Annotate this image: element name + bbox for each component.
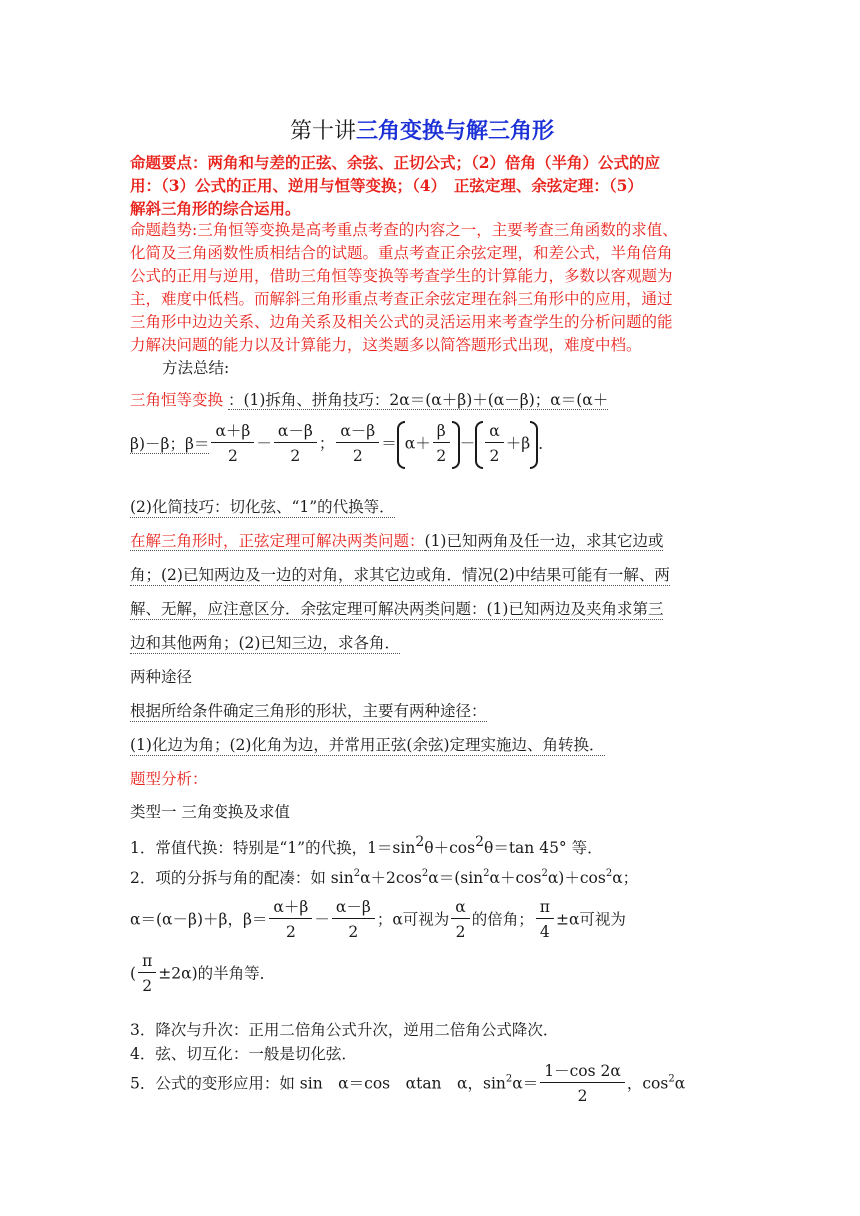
page-title bbox=[290, 114, 554, 145]
item-text: θ＝tan 45° 等． bbox=[484, 839, 603, 857]
fraction bbox=[269, 896, 312, 945]
key-points bbox=[130, 151, 730, 220]
operator: － bbox=[459, 434, 476, 453]
key-point-line: 解斜三角形的综合运用。 bbox=[130, 199, 301, 218]
item-text: ，cos bbox=[626, 1074, 669, 1093]
item-text: ±2α)的半角等． bbox=[158, 964, 276, 983]
exponent: 2 bbox=[475, 834, 484, 850]
exponent: 2 bbox=[483, 868, 490, 879]
numerator: α＋β bbox=[269, 896, 312, 919]
denominator: 2 bbox=[142, 977, 153, 995]
item-text: α)＋cos bbox=[547, 869, 606, 887]
item-text: α bbox=[674, 1074, 686, 1093]
exponent: 2 bbox=[605, 868, 613, 879]
triangle-line-1 bbox=[130, 529, 663, 551]
item-2-line-3 bbox=[130, 950, 275, 999]
fraction bbox=[138, 950, 156, 999]
trend-line: 命题趋势:三角恒等变换是高考重点考查的内容之一，主要考查三角函数的求值、 bbox=[130, 221, 678, 239]
title-prefix: 第十讲 bbox=[290, 119, 357, 144]
identity-line-1 bbox=[130, 388, 608, 410]
item-text: 的倍角； bbox=[471, 910, 534, 929]
denominator: 2 bbox=[352, 447, 363, 465]
item-5 bbox=[130, 1060, 685, 1109]
item-4: 4．弦、切互化：一般是切化弦． bbox=[130, 1045, 357, 1063]
item-text: α； bbox=[612, 869, 639, 887]
identity-text: α＋ bbox=[404, 434, 431, 453]
numerator: α bbox=[451, 896, 469, 919]
left-bracket bbox=[397, 421, 405, 469]
numerator: α－β bbox=[332, 896, 375, 919]
fraction bbox=[540, 1060, 625, 1109]
trend-line: 化简及三角函数性质相结合的试题。重点考查正余弦定理，和差公式，半角倍角 bbox=[130, 244, 673, 262]
operator: － bbox=[256, 434, 272, 453]
trend-paragraph bbox=[130, 219, 730, 357]
denominator: 2 bbox=[227, 447, 238, 465]
right-bracket bbox=[530, 421, 538, 469]
numerator: π bbox=[536, 896, 554, 919]
numerator: α＋β bbox=[211, 420, 254, 443]
item-1 bbox=[130, 834, 603, 858]
exponent: 2 bbox=[415, 834, 425, 850]
identity-text: ＋β bbox=[505, 434, 531, 453]
operator: ； bbox=[318, 434, 335, 453]
item-text: 2．项的分拆与角的配凑：如 sin bbox=[130, 869, 354, 887]
triangle-line-3: 解、无解，应注意区分．余弦定理可解决两类问题：(1)已知两边及夹角求第三 bbox=[130, 597, 663, 620]
fraction bbox=[485, 420, 503, 469]
type1-heading: 类型一 三角变换及求值 bbox=[130, 803, 290, 821]
denominator: 2 bbox=[577, 1087, 588, 1105]
item-text: θ＋cos bbox=[424, 839, 476, 857]
item-text: α＝ bbox=[512, 1074, 539, 1093]
numerator: π bbox=[138, 950, 156, 973]
key-point-line: 命题要点：两角和与差的正弦、余弦、正切公式；（2）倍角（半角）公式的应 bbox=[130, 153, 661, 172]
numerator: β bbox=[433, 420, 450, 443]
operator: － bbox=[314, 910, 330, 929]
fraction bbox=[433, 420, 450, 469]
two-ways-heading: 两种途径 bbox=[130, 668, 193, 686]
fraction bbox=[332, 896, 375, 945]
fraction bbox=[451, 896, 469, 945]
exponent: 2 bbox=[668, 1073, 675, 1085]
triangle-line-2: 角；(2)已知两边及一边的对角，求其它边或角．情况(2)中结果可能有一解、两 bbox=[130, 563, 670, 586]
identity-label: 三角恒等变换 bbox=[130, 391, 224, 409]
item-text: α＋cos bbox=[489, 869, 542, 887]
item-text: 1．常值代换：特别是“1”的代换，1＝sin bbox=[130, 839, 416, 857]
triangle-red-text: 在解三角形时，正弦定理可解决两类问题： bbox=[130, 532, 425, 550]
trend-line: 三角形中边边关系、边角关系及相关公式的灵活运用来考查学生的分析问题的能 bbox=[130, 313, 673, 331]
denominator: 2 bbox=[290, 447, 301, 465]
identity-line-2 bbox=[130, 420, 554, 469]
fraction bbox=[536, 896, 554, 945]
exponent: 2 bbox=[505, 1073, 513, 1085]
numerator: α－β bbox=[274, 420, 317, 443]
numerator: α－β bbox=[336, 420, 379, 443]
item-text: α＝(sin bbox=[428, 869, 484, 887]
numerator: α bbox=[485, 420, 503, 443]
trend-line: 力解决问题的能力以及计算能力，这类题多以简答题形式出现，难度中档。 bbox=[130, 336, 642, 354]
right-bracket bbox=[452, 421, 460, 469]
trend-line: 公式的正用与逆用，借助三角恒等变换等考查学生的计算能力，多数以客观题为 bbox=[130, 267, 673, 285]
item-text: α＝(α－β)＋β，β＝ bbox=[130, 910, 268, 929]
triangle-text: (1)已知两角及任一边，求其它边或 bbox=[424, 532, 664, 550]
denominator: 2 bbox=[436, 447, 447, 465]
item-text: α＋2cos bbox=[360, 869, 422, 887]
two-ways-line-2: (1)化边为角；(2)化角为边，并常用正弦(余弦)定理实施边、角转换． bbox=[130, 733, 605, 756]
denominator: 2 bbox=[285, 923, 296, 941]
denominator: 4 bbox=[539, 923, 550, 941]
item-text: ( bbox=[130, 964, 137, 983]
exponent: 2 bbox=[421, 868, 429, 879]
item-text: ±α可视为 bbox=[555, 910, 626, 929]
numerator: 1－cos 2α bbox=[540, 1060, 625, 1083]
item-2 bbox=[130, 866, 638, 888]
identity-text: ． bbox=[538, 434, 554, 453]
operator: ＝ bbox=[381, 434, 397, 453]
title-main: 三角变换与解三角形 bbox=[356, 118, 555, 144]
identity-text: ：(1)拆角、拼角技巧：2α＝(α＋β)＋(α－β)；α＝(α＋ bbox=[227, 391, 609, 409]
fraction bbox=[274, 420, 317, 469]
analysis-heading: 题型分析： bbox=[130, 770, 208, 788]
two-ways-line-1: 根据所给条件确定三角形的形状，主要有两种途径： bbox=[130, 699, 487, 722]
left-bracket bbox=[475, 421, 483, 469]
triangle-line-4: 边和其他两角；(2)已知三边，求各角． bbox=[130, 631, 400, 654]
key-point-line: 用：（3）公式的正用、逆用与恒等变换；（4） 正弦定理、余弦定理：（5） bbox=[130, 176, 643, 195]
fraction bbox=[336, 420, 379, 469]
identity-text: β)－β；β＝ bbox=[130, 434, 210, 453]
method-summary: 方法总结: bbox=[162, 359, 230, 377]
denominator: 2 bbox=[348, 923, 359, 941]
denominator: 2 bbox=[489, 447, 500, 465]
fraction bbox=[211, 420, 254, 469]
identity-line-3: (2)化简技巧：切化弦、“1”的代换等． bbox=[130, 495, 395, 518]
item-3: 3．降次与升次：正用二倍角公式升次，逆用二倍角公式降次． bbox=[130, 1021, 559, 1039]
item-text: 5．公式的变形应用：如 sin α＝cos αtan α，sin bbox=[130, 1074, 506, 1093]
item-2-line-2 bbox=[130, 896, 626, 945]
trend-line: 主，难度中低档。而解斜三角形重点考查正余弦定理在斜三角形中的应用，通过 bbox=[130, 290, 673, 308]
denominator: 2 bbox=[455, 923, 466, 941]
exponent: 2 bbox=[353, 868, 361, 879]
item-text: ；α可视为 bbox=[376, 910, 450, 929]
exponent: 2 bbox=[541, 868, 548, 879]
